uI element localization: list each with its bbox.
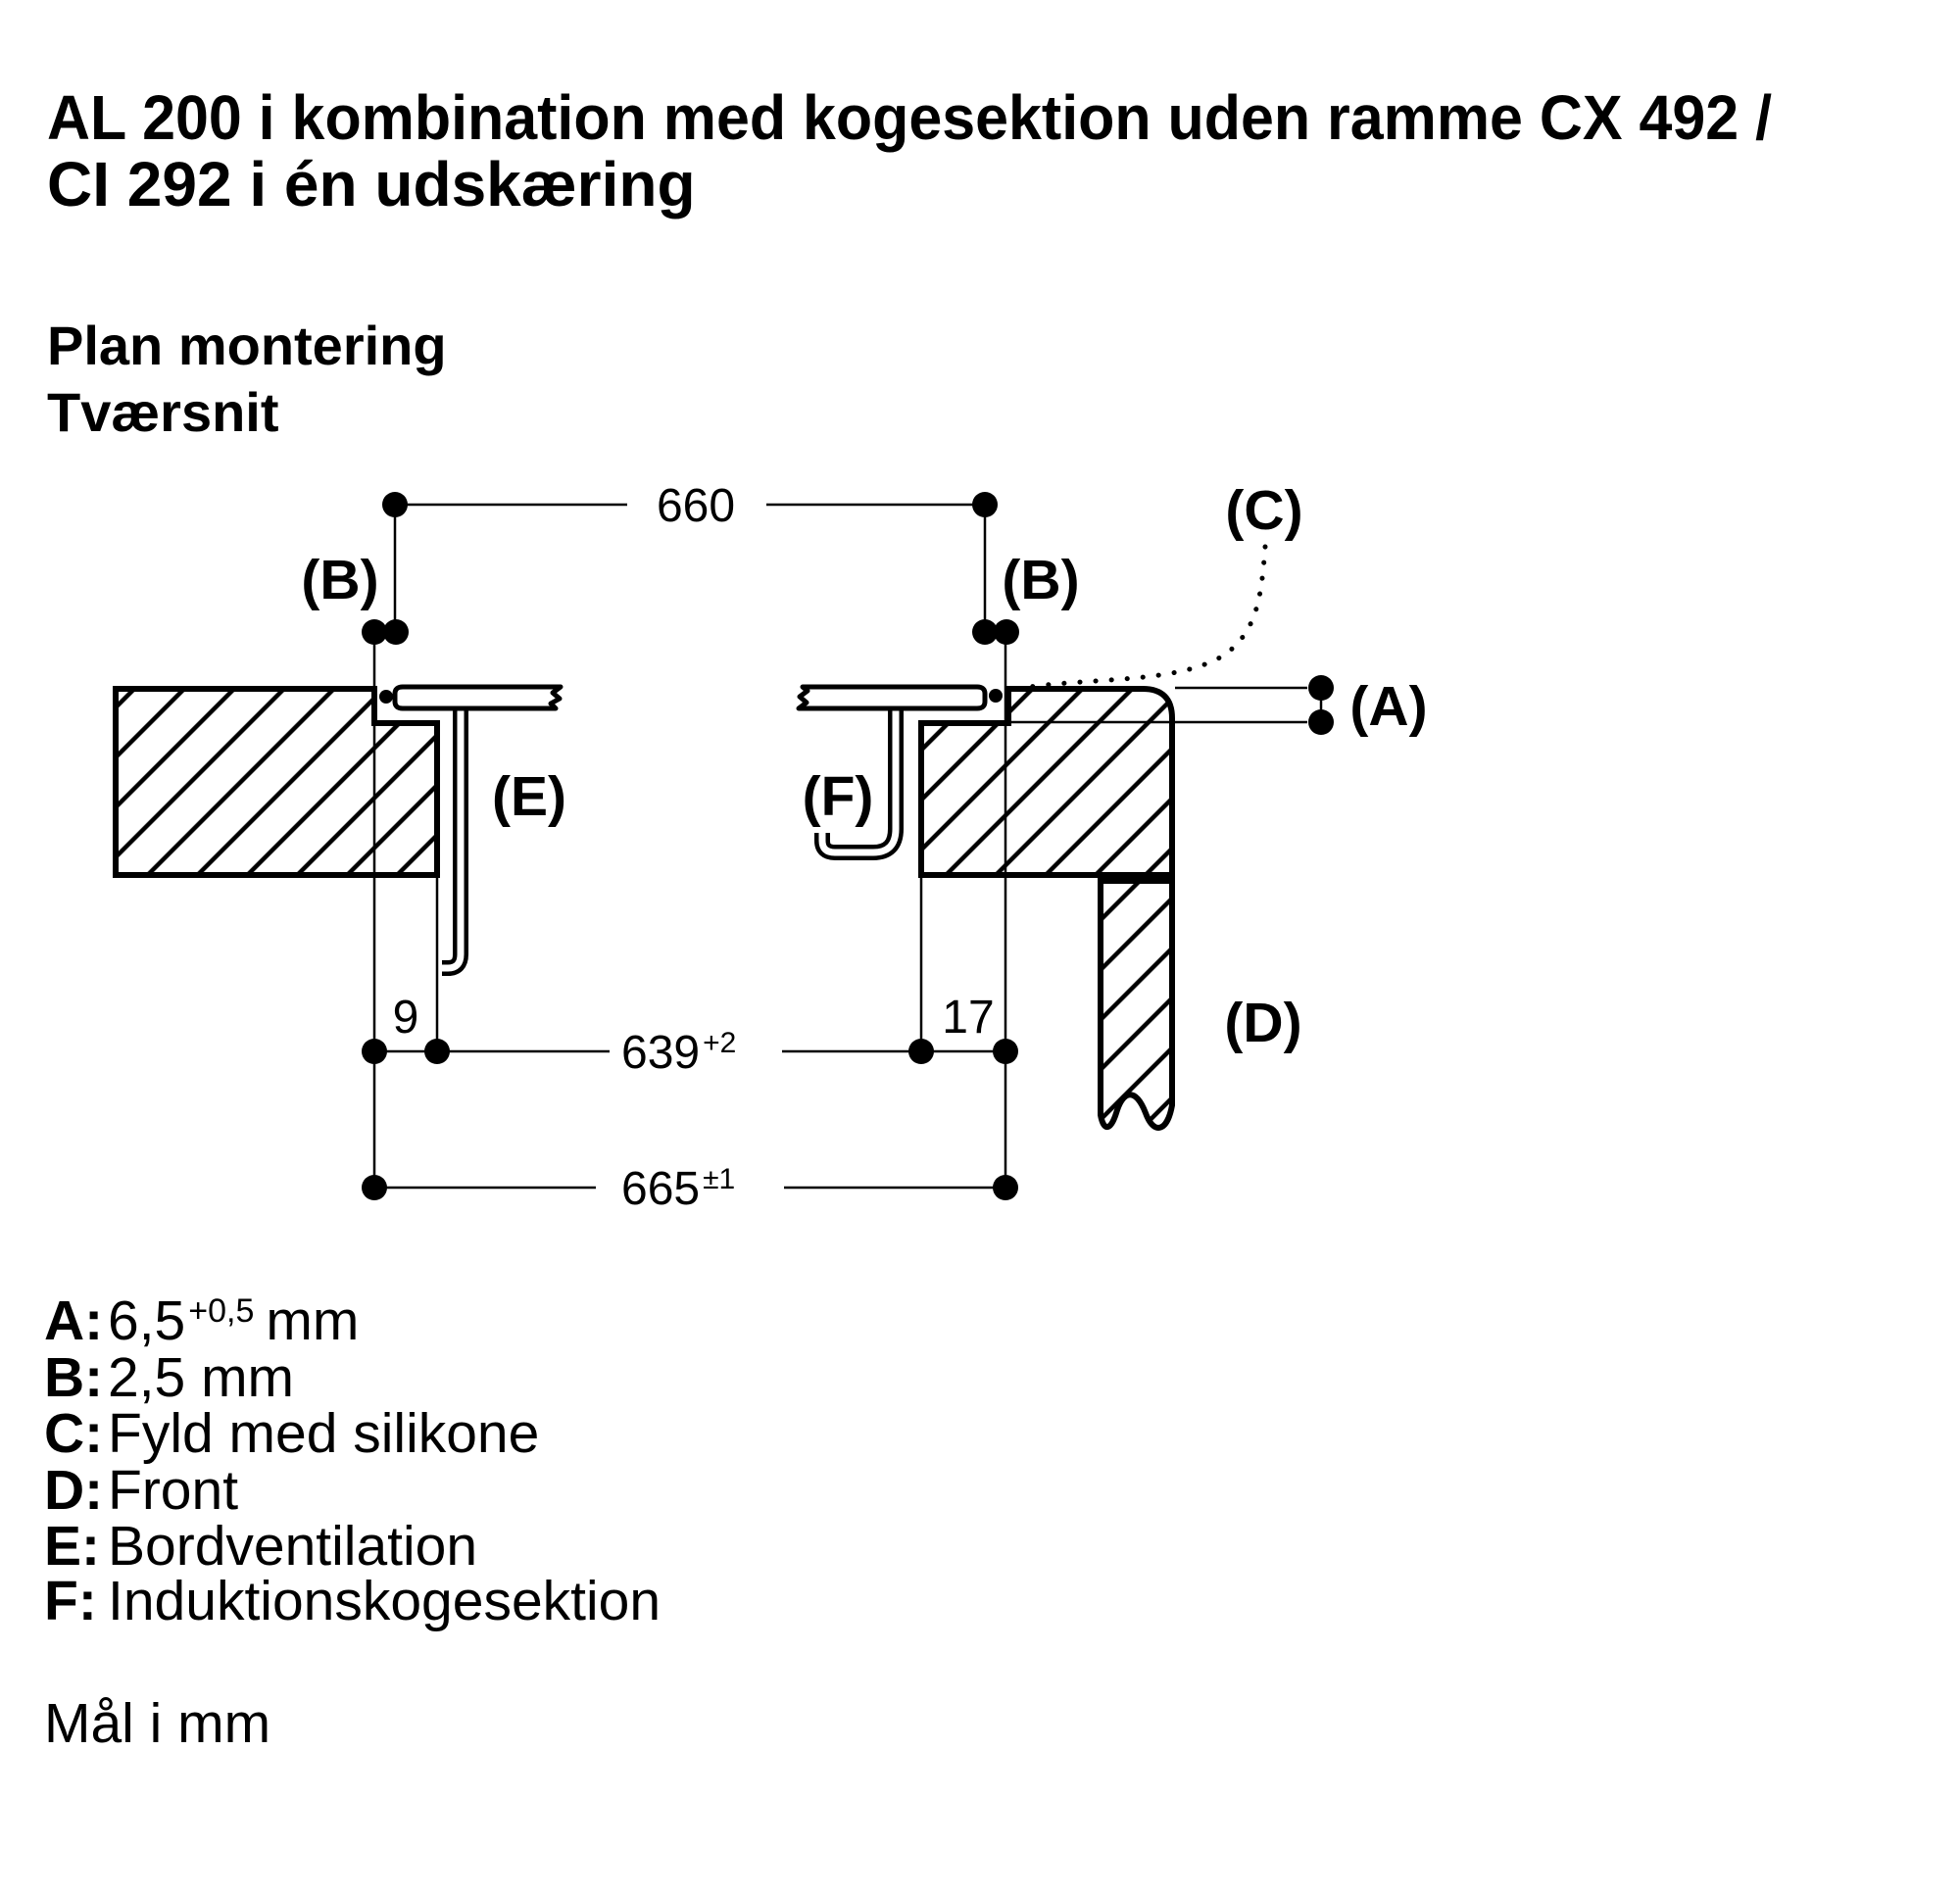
dim-665-label: 665 $^{\pm 1}$ [621,1163,736,1215]
dim-639-label: 639 $^{+2}$ [621,1027,737,1079]
legend [44,1289,661,1632]
worktop-right-section [921,689,1172,875]
callout-b-left: (B) [301,549,379,611]
legend-item-c: C:Fyld med silikone [44,1402,540,1465]
joint-dot-left [379,690,393,704]
joint-dot-right [989,689,1003,703]
legend-item-f: F: Induktionskogesektion [44,1570,662,1632]
dimension-660 [382,480,998,632]
vent-duct [442,709,461,968]
front-panel [1101,881,1172,1128]
callout-a: (A) [1349,675,1428,738]
callout-c: (C) [1225,479,1303,542]
legend-item-a: $A:6,5^{+0,5}$ mm [44,1289,360,1352]
dim-17-label: 17 [942,992,995,1044]
callout-b-right: (B) [1002,549,1080,611]
callout-f: (F) [802,765,874,828]
dimension-665 [362,1163,1018,1215]
subtitle-tvaersnit: Tværsnit [47,381,279,443]
page-title-line2: CI 292 i én udskæring [47,149,696,219]
dim-660-label: 660 [656,480,736,532]
dim-9-label: 9 [392,992,419,1044]
callout-d: (D) [1224,992,1302,1054]
worktop-left-section [116,689,437,875]
subtitle-plan-montering: Plan montering [47,315,447,376]
units-note: Mål i mm [44,1692,271,1755]
vent-glass-panel [395,687,561,708]
page-title-line1: AL 200 i kombination med kogesektion uden ramme CX 492 / [47,82,1773,153]
legend-item-d: D:Front [44,1459,239,1522]
legend-item-e: E: Bordventilation [44,1515,478,1578]
callout-e: (E) [492,765,566,828]
hob-glass-panel [799,687,985,708]
legend-item-b: B:2,5 mm [44,1346,295,1409]
